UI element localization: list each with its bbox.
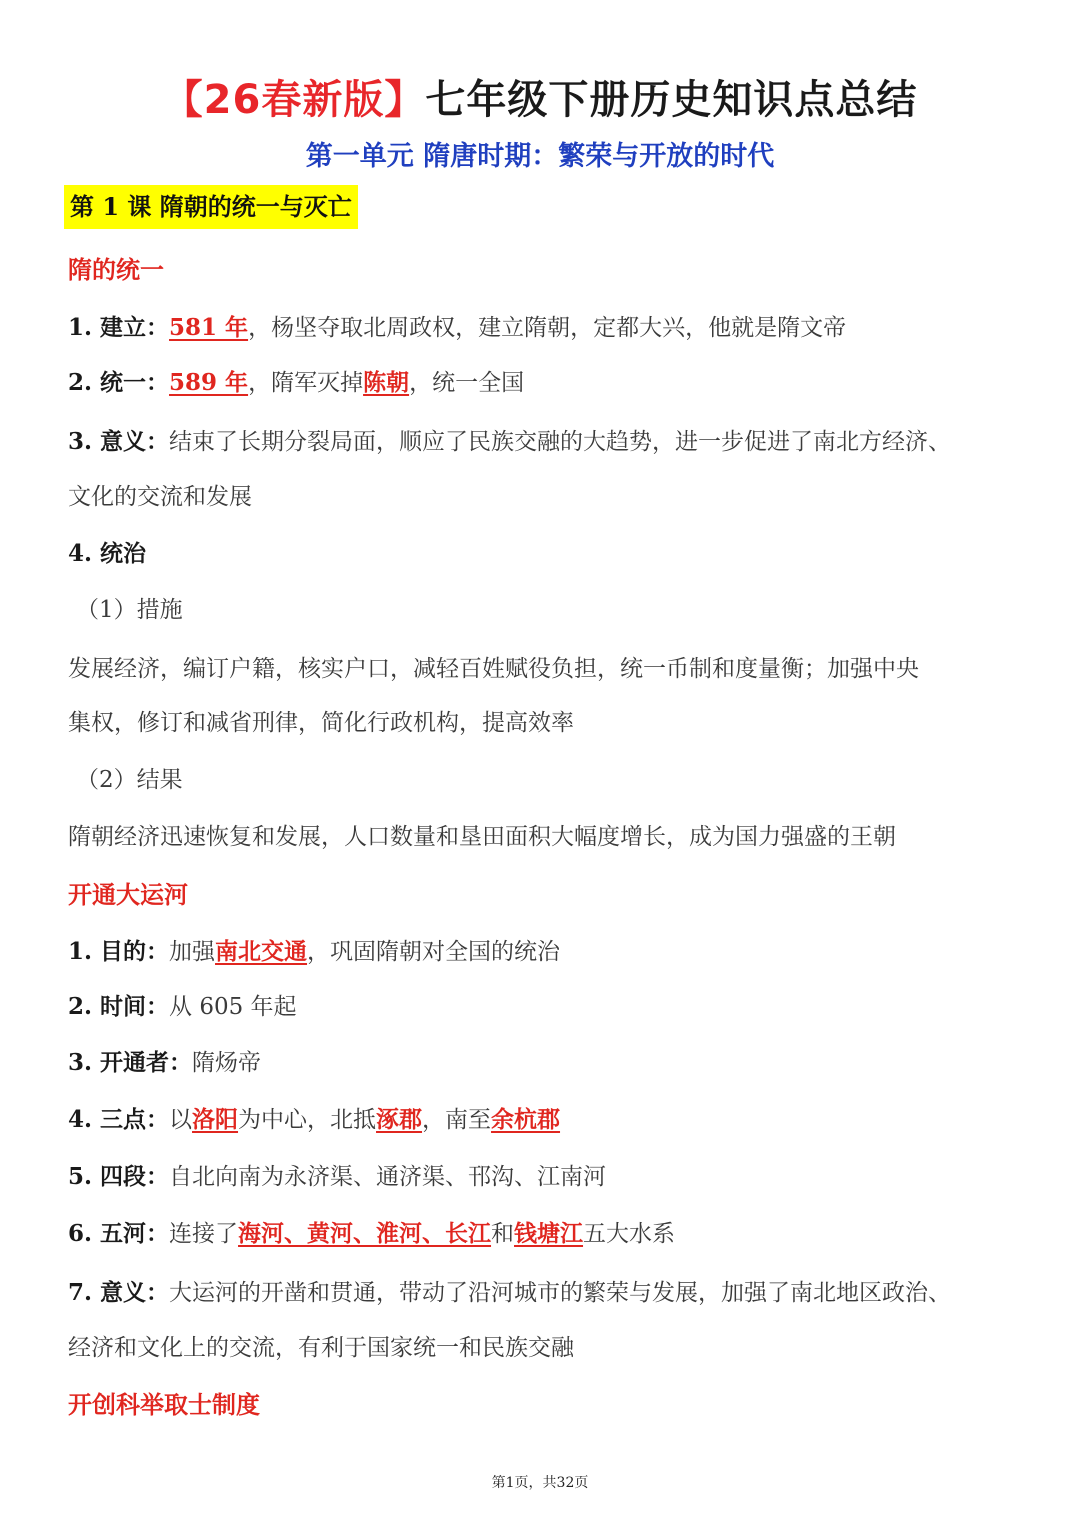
point-rule	[68, 535, 146, 568]
point-text: ，杨坚夺取北周政权，建立隋朝，定都大兴，他就是隋文帝	[248, 315, 847, 341]
title-text: 七年级下册历史知识点总结	[425, 77, 918, 123]
point-text: ，巩固隋朝对全国的统治	[307, 939, 561, 965]
canal-four-sections	[68, 1158, 606, 1191]
point-unification	[68, 364, 524, 397]
highlight-river: 钱塘江	[514, 1220, 584, 1247]
point-label: 3. 意义：	[68, 428, 170, 455]
point-label: 6. 五河：	[68, 1220, 170, 1247]
measures-text: 发展经济，编订户籍，核实户口，减轻百姓赋役负担，统一币制和度量衡；加强中央	[68, 656, 919, 682]
sub-heading-measures: （1）措施	[76, 597, 183, 623]
sub-heading-results: （2）结果	[76, 767, 183, 793]
highlight-year: 589 年	[169, 369, 249, 396]
section-heading-imperial-exam: 开创科举取士制度	[68, 1390, 260, 1419]
highlight-place: 洛阳	[192, 1106, 239, 1133]
page-title	[0, 68, 1080, 125]
canal-significance	[68, 1274, 951, 1307]
page-number: 第1页，共32页	[491, 1475, 589, 1491]
canal-builder	[68, 1044, 261, 1077]
point-label: 2. 时间：	[68, 993, 170, 1020]
point-text: 连接了	[169, 1221, 239, 1247]
highlight-term: 南北交通	[215, 938, 308, 965]
canal-significance-cont: 经济和文化上的交流，有利于国家统一和民族交融	[68, 1335, 574, 1361]
point-text: 隋炀帝	[192, 1050, 262, 1076]
point-significance	[68, 423, 951, 456]
highlight-place: 余杭郡	[491, 1106, 561, 1133]
point-significance-cont: 文化的交流和发展	[68, 484, 252, 510]
point-text: 以	[169, 1107, 193, 1133]
title-edition-tag: 【26春新版】	[162, 77, 426, 123]
highlight-dynasty: 陈朝	[363, 369, 410, 396]
point-label: 7. 意义：	[68, 1279, 170, 1306]
point-text: 为中心，北抵	[238, 1107, 377, 1133]
highlight-place: 涿郡	[376, 1106, 423, 1133]
point-label: 5. 四段：	[68, 1163, 170, 1190]
point-label: 2. 统一：	[68, 369, 170, 396]
canal-purpose	[68, 933, 560, 966]
point-text: 从 605 年起	[169, 994, 297, 1020]
point-label: 4. 统治	[68, 540, 147, 567]
measures-text-cont: 集权，修订和减省刑律，简化行政机构，提高效率	[68, 710, 574, 736]
unit-subtitle: 第一单元 隋唐时期：繁荣与开放的时代	[305, 141, 775, 172]
section-heading-grand-canal: 开通大运河	[68, 880, 188, 909]
point-text: 自北向南为永济渠、通济渠、邗沟、江南河	[169, 1164, 607, 1190]
point-text: ，南至	[422, 1107, 492, 1133]
point-text: 加强	[169, 939, 216, 965]
point-label: 4. 三点：	[68, 1106, 170, 1133]
canal-five-rivers	[68, 1215, 675, 1248]
lesson-heading: 第 1 课 隋朝的统一与灭亡	[64, 185, 358, 229]
point-text: 和	[491, 1221, 515, 1247]
canal-three-points	[68, 1101, 560, 1134]
canal-time	[68, 988, 297, 1021]
highlight-rivers: 海河、黄河、淮河、长江	[238, 1220, 492, 1247]
point-text: ，隋军灭掉	[248, 370, 364, 396]
point-text: 五大水系	[583, 1221, 676, 1247]
results-text: 隋朝经济迅速恢复和发展，人口数量和垦田面积大幅度增长，成为国力强盛的王朝	[68, 824, 896, 850]
point-label: 3. 开通者：	[68, 1049, 193, 1076]
point-text: 结束了长期分裂局面，顺应了民族交融的大趋势，进一步促进了南北方经济、	[169, 429, 952, 455]
highlight-year: 581 年	[169, 314, 249, 341]
point-text: 大运河的开凿和贯通，带动了沿河城市的繁荣与发展，加强了南北地区政治、	[169, 1280, 952, 1306]
point-text: ，统一全国	[409, 370, 525, 396]
point-label: 1. 目的：	[68, 938, 170, 965]
point-establishment	[68, 309, 846, 342]
point-label: 1. 建立：	[68, 314, 170, 341]
section-heading-sui-unification: 隋的统一	[68, 255, 164, 284]
